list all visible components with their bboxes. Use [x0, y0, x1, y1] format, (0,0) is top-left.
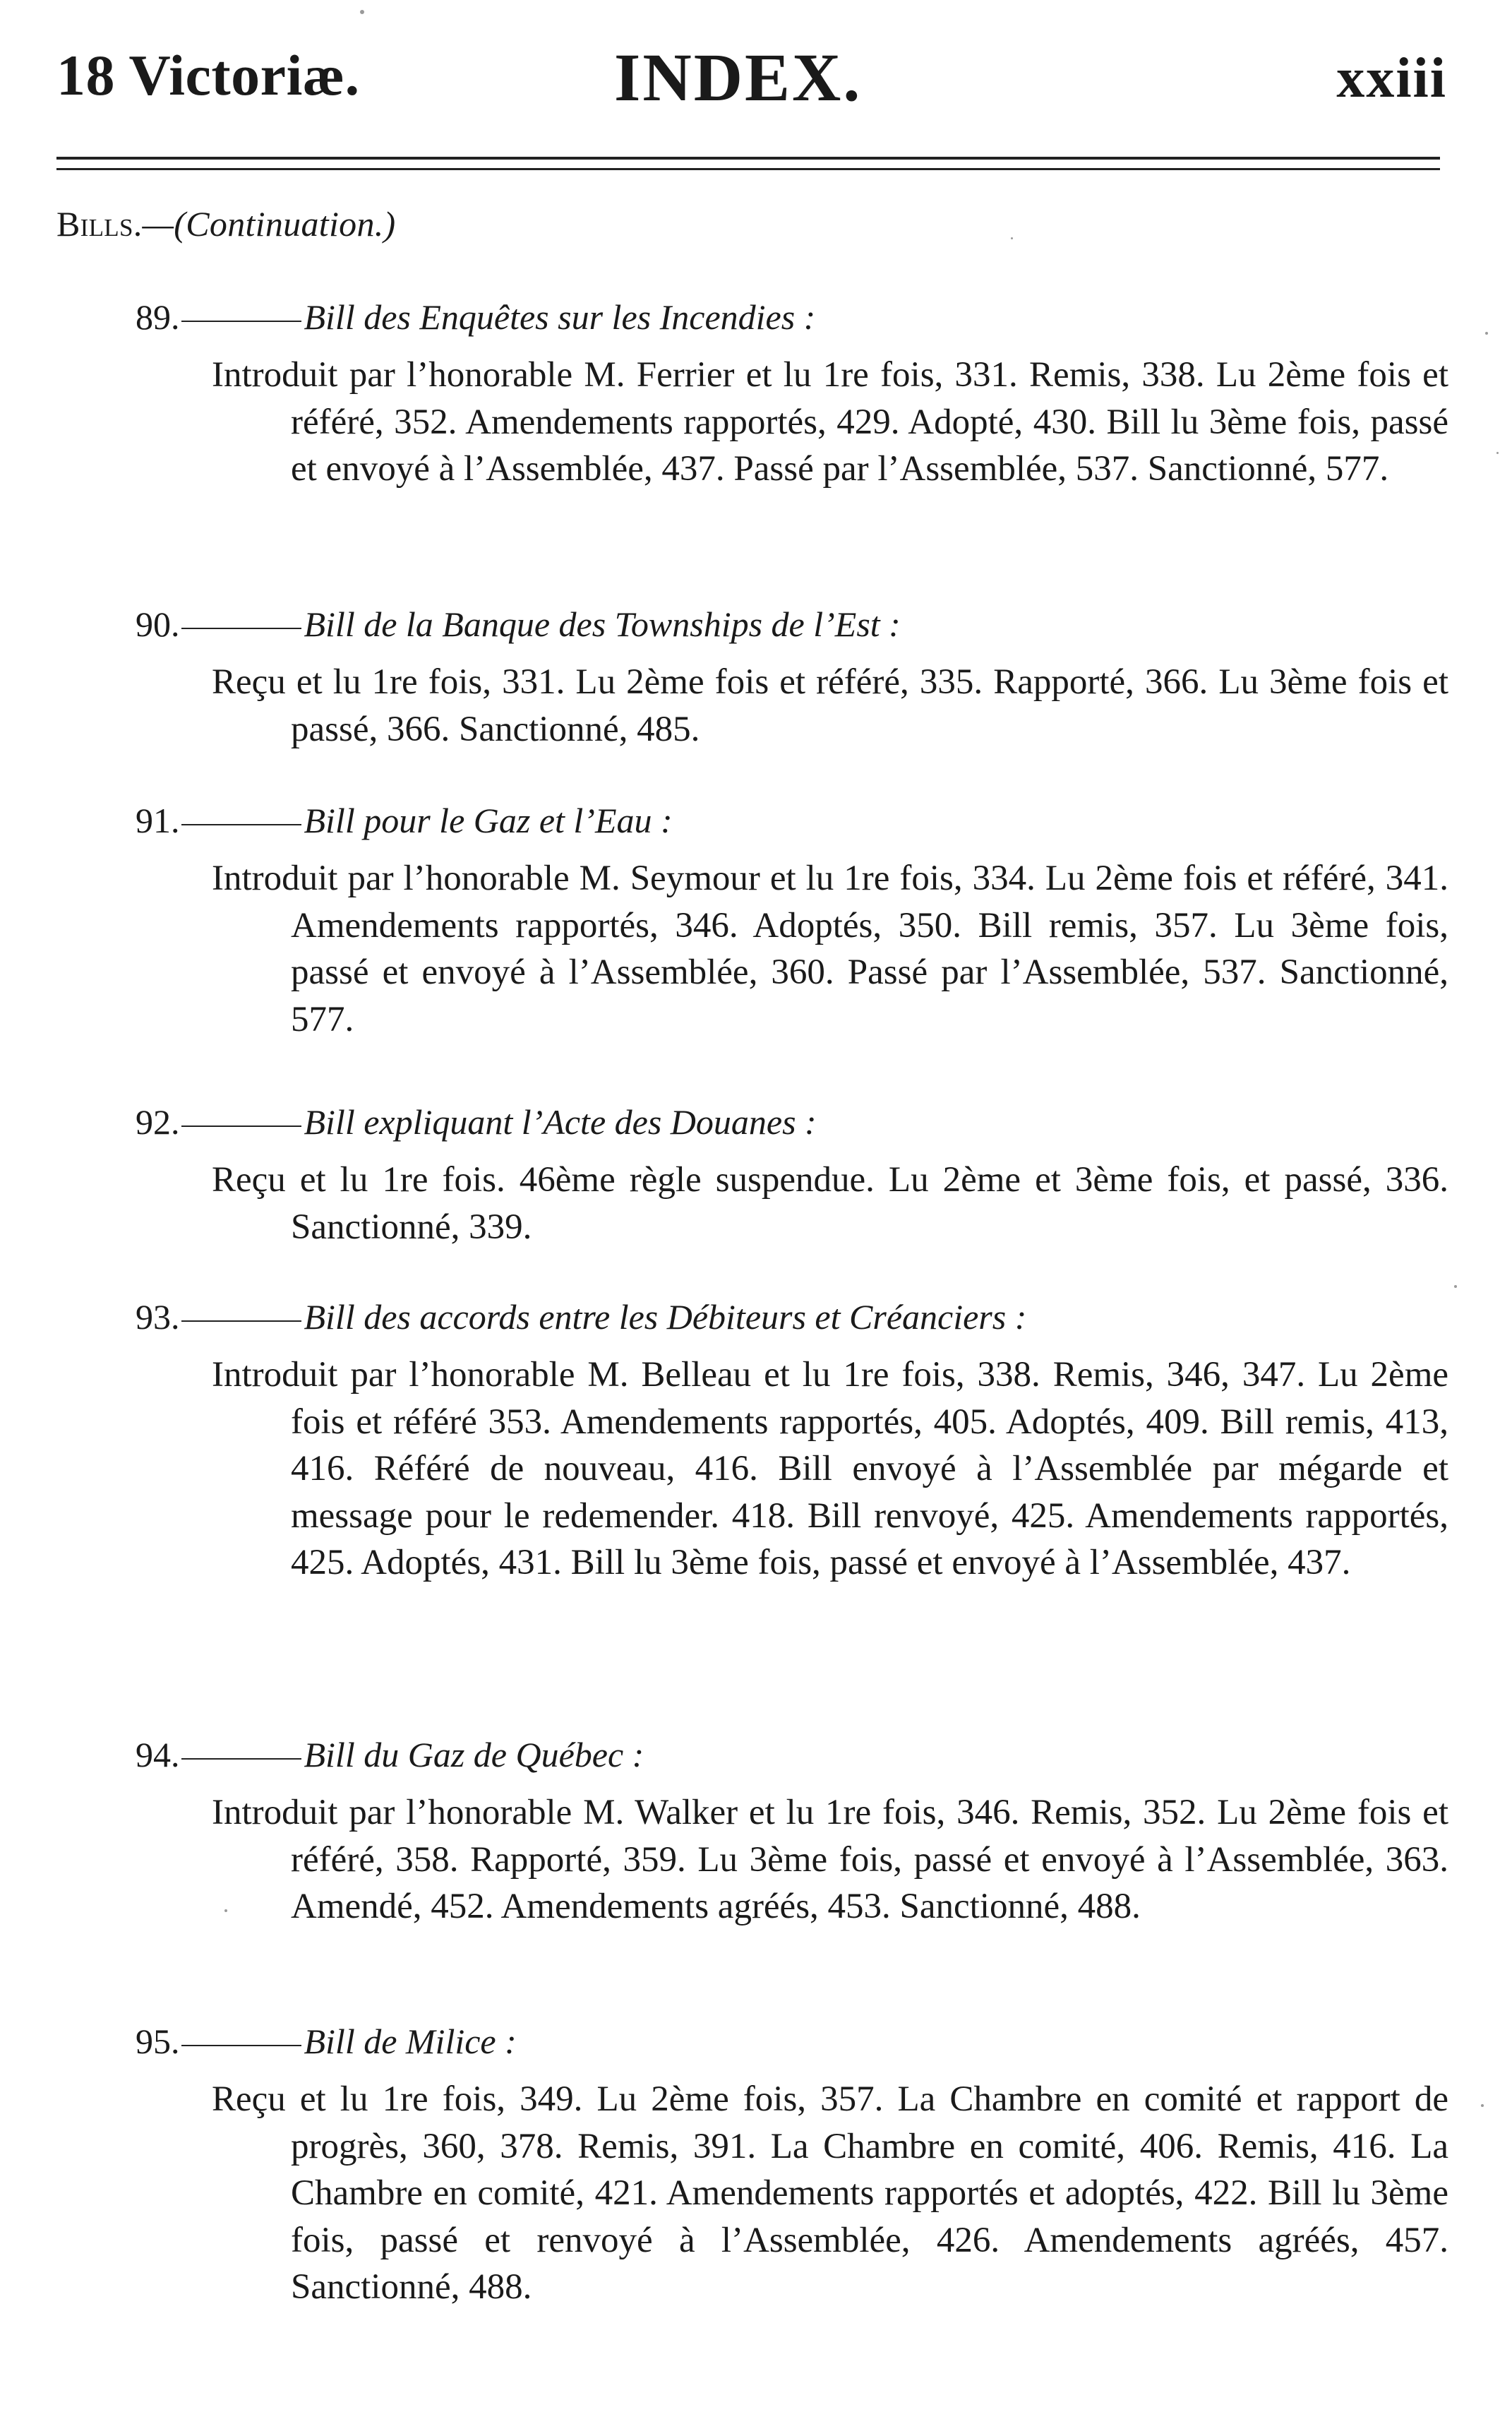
scan-speck — [1496, 452, 1499, 454]
entry-text: Introduit par l’honorable M. Belleau et lu 1re fois, 338. Remis, 346, 347. Lu 2ème fois et référé 353. Amendements rapportés, 405. Adoptés, 409. Bill remis, 413, 416. Référé de nouveau, 416. Bill envoyé à l’Assemblée par mégarde et message pour le redemender. 418. Bill renvoyé, 425. Amendements rapportés, 425. Adoptés, 431. Bill lu 3ème fois, passé et envoyé à l’Assemblée, 437. — [212, 1355, 1448, 1582]
entry-text: Introduit par l’honorable M. Seymour et lu 1re fois, 334. Lu 2ème fois et référé, 341. Amendements rapportés, 346. Adoptés, 350. Bill remis, 357. Lu 3ème fois, passé et envoyé à l’Assemblée, 360. Passé par l’Assemblée, 537. Sanctionné, 577. — [212, 859, 1448, 1039]
section-continuation: —(Continuation.) — [142, 204, 396, 244]
scan-speck — [1454, 1285, 1457, 1288]
leader-dash — [181, 321, 301, 322]
section-heading — [56, 203, 396, 244]
entry-text: Introduit par l’honorable M. Walker et lu 1re fois, 346. Remis, 352. Lu 2ème fois et référé, 358. Rapporté, 359. Lu 3ème fois, passé et envoyé à l’Assemblée, 363. Amendé, 452. Amendements agréés, 453. Sanctionné, 488. — [212, 1793, 1448, 1926]
entry-name: Bill des Enquêtes sur les Incendies : — [304, 297, 816, 337]
leader-dash — [181, 1758, 301, 1760]
entry-title — [136, 1296, 1026, 1337]
page-number: xxiii — [1336, 47, 1447, 109]
header-rule-top — [56, 157, 1440, 160]
entry-name: Bill du Gaz de Québec : — [304, 1735, 644, 1774]
entry-name: Bill pour le Gaz et l’Eau : — [304, 801, 673, 840]
leader-dash — [181, 824, 301, 825]
entry-title — [136, 1734, 644, 1775]
scan-speck — [224, 1909, 227, 1912]
session-title: 18 Victoriæ. — [56, 43, 360, 107]
entry-title — [136, 2021, 517, 2062]
entry-name: Bill de la Banque des Townships de l’Est : — [304, 604, 901, 644]
entry-title — [136, 297, 815, 338]
entry-number: 91. — [136, 801, 180, 840]
entry-number: 93. — [136, 1297, 180, 1337]
header-rule-bottom — [56, 168, 1440, 170]
leader-dash — [181, 1126, 301, 1127]
entry-title — [136, 1101, 817, 1142]
entry-number: 92. — [136, 1102, 180, 1142]
entry-number: 94. — [136, 1735, 180, 1774]
entry-name: Bill des accords entre les Débiteurs et Créanciers : — [304, 1297, 1027, 1337]
leader-dash — [181, 2045, 301, 2046]
entry-title — [136, 800, 673, 841]
running-header — [56, 28, 1447, 120]
leader-dash — [181, 1320, 301, 1322]
entry-number: 95. — [136, 2022, 180, 2061]
entry-text: Reçu et lu 1re fois, 349. Lu 2ème fois, 357. La Chambre en comité et rapport de progrès, 360, 378. Remis, 391. La Chambre en comité, 406. Remis, 416. La Chambre en comité, 421. Amendements rapportés et adoptés, 422. Bill lu 3ème fois, passé et renvoyé à l’Assemblée, 426. Amendements agréés, 457. Sanctionné, 488. — [212, 2079, 1448, 2307]
entry-name: Bill de Milice : — [304, 2022, 517, 2061]
entry-text: Reçu et lu 1re fois, 331. Lu 2ème fois et référé, 335. Rapporté, 366. Lu 3ème fois et passé, 366. Sanctionné, 485. — [212, 662, 1448, 749]
entry-text: Introduit par l’honorable M. Ferrier et lu 1re fois, 331. Remis, 338. Lu 2ème fois et référé, 352. Amendements rapportés, 429. Adopté, 430. Bill lu 3ème fois, passé et envoyé à l’Assemblée, 437. Passé par l’Assemblée, 537. Sanctionné, 577. — [212, 355, 1448, 489]
entry-name: Bill expliquant l’Acte des Douanes : — [304, 1102, 817, 1142]
section-name: Bills. — [56, 204, 143, 244]
entry-title — [136, 604, 901, 645]
entry-number: 90. — [136, 604, 180, 644]
page-title: INDEX. — [614, 40, 863, 115]
scan-speck — [1481, 2104, 1484, 2107]
scan-speck — [1011, 237, 1013, 239]
entry-number: 89. — [136, 297, 180, 337]
leader-dash — [181, 628, 301, 629]
entry-text: Reçu et lu 1re fois. 46ème règle suspendue. Lu 2ème et 3ème fois, et passé, 336. Sanctionné, 339. — [212, 1160, 1448, 1247]
scan-speck — [360, 10, 364, 14]
scan-speck — [1485, 332, 1488, 335]
